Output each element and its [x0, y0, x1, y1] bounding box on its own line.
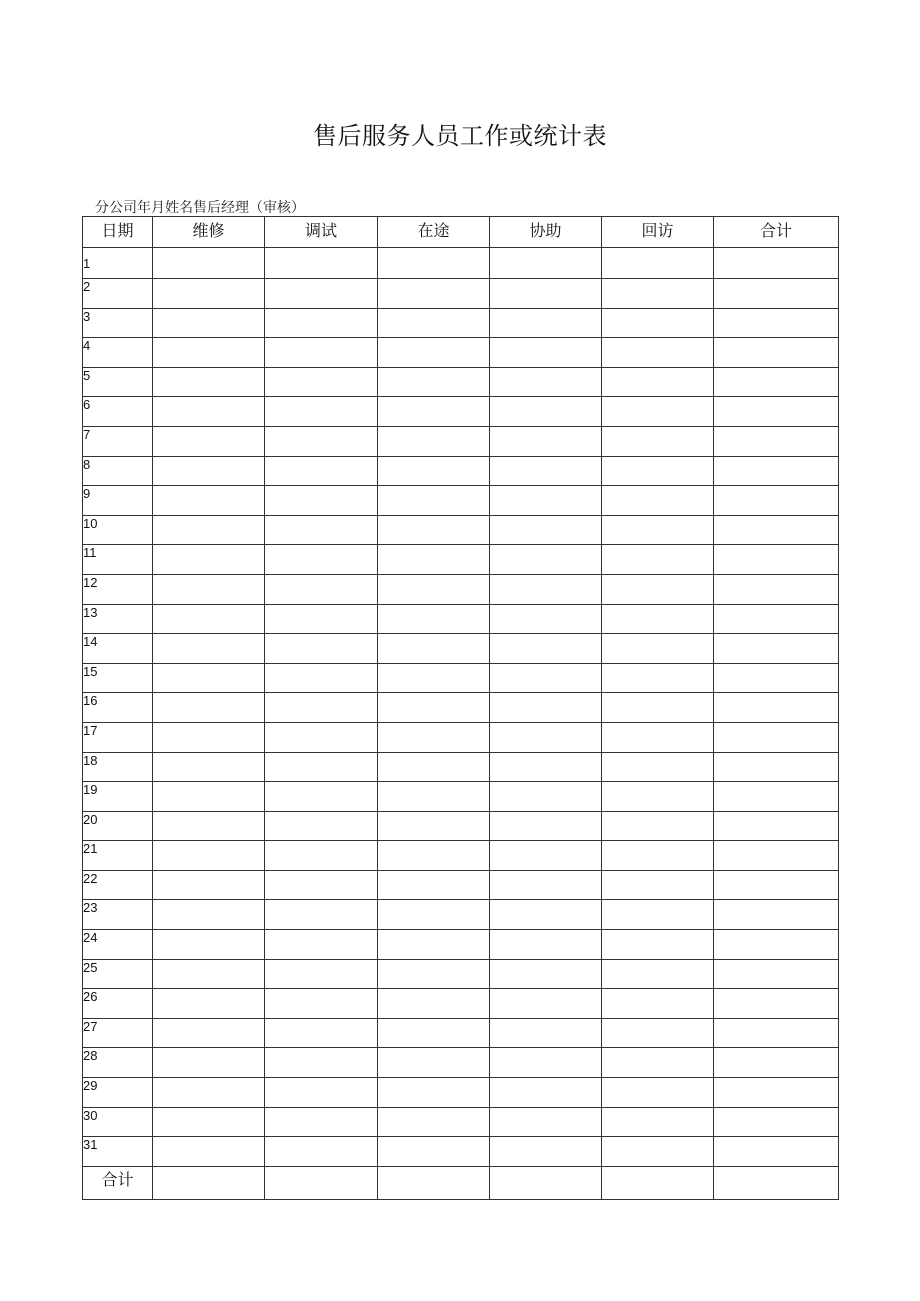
- table-cell[interactable]: [714, 456, 839, 486]
- table-cell[interactable]: [265, 1078, 378, 1108]
- table-cell[interactable]: [714, 930, 839, 960]
- table-cell[interactable]: [490, 959, 602, 989]
- day-number: 13: [83, 604, 153, 634]
- table-cell[interactable]: [714, 782, 839, 812]
- table-cell[interactable]: [153, 782, 265, 812]
- table-cell[interactable]: [714, 545, 839, 575]
- day-number: 16: [83, 693, 153, 723]
- table-cell[interactable]: [490, 1018, 602, 1048]
- table-cell[interactable]: [714, 722, 839, 752]
- table-cell[interactable]: [714, 426, 839, 456]
- total-row-label: 合计: [83, 1166, 153, 1199]
- table-cell[interactable]: [265, 367, 378, 397]
- day-number: 30: [83, 1107, 153, 1137]
- day-number: 17: [83, 722, 153, 752]
- table-cell[interactable]: [490, 989, 602, 1019]
- day-number: 26: [83, 989, 153, 1019]
- table-cell[interactable]: [602, 338, 714, 368]
- table-cell[interactable]: [490, 1107, 602, 1137]
- table-cell[interactable]: [714, 515, 839, 545]
- table-cell[interactable]: [602, 841, 714, 871]
- table-row: [83, 367, 839, 397]
- table-cell[interactable]: [714, 486, 839, 516]
- table-row: [83, 1078, 839, 1108]
- table-cell[interactable]: [265, 248, 378, 279]
- table-cell[interactable]: [714, 279, 839, 309]
- day-number: 23: [83, 900, 153, 930]
- table-cell[interactable]: [714, 634, 839, 664]
- table-cell[interactable]: [153, 900, 265, 930]
- table-cell[interactable]: [714, 248, 839, 279]
- table-cell[interactable]: [265, 782, 378, 812]
- table-cell[interactable]: [490, 752, 602, 782]
- table-cell[interactable]: [490, 1137, 602, 1167]
- table-cell[interactable]: [602, 279, 714, 309]
- table-cell[interactable]: [378, 959, 490, 989]
- table-row: [83, 722, 839, 752]
- table-cell[interactable]: [378, 663, 490, 693]
- day-number: 2: [83, 279, 153, 309]
- table-cell[interactable]: [153, 959, 265, 989]
- table-row: [83, 900, 839, 930]
- table-row: [83, 959, 839, 989]
- table-cell[interactable]: [153, 1078, 265, 1108]
- table-cell[interactable]: [265, 930, 378, 960]
- table-cell[interactable]: [378, 1018, 490, 1048]
- table-cell[interactable]: [153, 989, 265, 1019]
- table-cell[interactable]: [714, 1137, 839, 1167]
- table-cell[interactable]: [714, 367, 839, 397]
- table-cell[interactable]: [153, 811, 265, 841]
- table-cell[interactable]: [378, 634, 490, 664]
- table-cell[interactable]: [378, 870, 490, 900]
- day-number: 31: [83, 1137, 153, 1167]
- table-cell[interactable]: [602, 870, 714, 900]
- day-number: 19: [83, 782, 153, 812]
- table-cell[interactable]: [153, 486, 265, 516]
- table-cell[interactable]: [714, 959, 839, 989]
- table-cell[interactable]: [265, 308, 378, 338]
- table-row: [83, 811, 839, 841]
- table-cell[interactable]: [602, 1078, 714, 1108]
- table-cell[interactable]: [714, 870, 839, 900]
- table-cell[interactable]: [602, 1107, 714, 1137]
- day-number: 10: [83, 515, 153, 545]
- table-cell[interactable]: [265, 1107, 378, 1137]
- table-cell[interactable]: [490, 1078, 602, 1108]
- table-cell[interactable]: [714, 308, 839, 338]
- table-cell[interactable]: [265, 338, 378, 368]
- table-cell[interactable]: [265, 811, 378, 841]
- day-number: 15: [83, 663, 153, 693]
- table-cell[interactable]: [378, 1166, 490, 1199]
- table-cell[interactable]: [490, 279, 602, 309]
- table-cell[interactable]: [378, 989, 490, 1019]
- table-cell[interactable]: [378, 397, 490, 427]
- table-cell[interactable]: [378, 811, 490, 841]
- table-cell[interactable]: [602, 930, 714, 960]
- table-row: [83, 308, 839, 338]
- header-row: [83, 217, 839, 248]
- table-cell[interactable]: [490, 574, 602, 604]
- table-cell[interactable]: [490, 1166, 602, 1199]
- table-cell[interactable]: [378, 248, 490, 279]
- table-cell[interactable]: [714, 752, 839, 782]
- table-cell[interactable]: [602, 515, 714, 545]
- table-cell[interactable]: [378, 782, 490, 812]
- table-cell[interactable]: [602, 811, 714, 841]
- table-cell[interactable]: [378, 308, 490, 338]
- table-cell[interactable]: [714, 811, 839, 841]
- table-cell[interactable]: [714, 604, 839, 634]
- table-cell[interactable]: [602, 1137, 714, 1167]
- table-cell[interactable]: [265, 426, 378, 456]
- day-number: 28: [83, 1048, 153, 1078]
- table-cell[interactable]: [602, 782, 714, 812]
- table-row: [83, 870, 839, 900]
- table-cell[interactable]: [490, 338, 602, 368]
- table-cell[interactable]: [153, 426, 265, 456]
- table-cell[interactable]: [602, 248, 714, 279]
- table-row: [83, 663, 839, 693]
- table-cell[interactable]: [153, 545, 265, 575]
- table-row: [83, 782, 839, 812]
- table-cell[interactable]: [714, 1078, 839, 1108]
- table-cell[interactable]: [602, 1018, 714, 1048]
- header-total: 合计: [714, 217, 839, 248]
- table-cell[interactable]: [490, 930, 602, 960]
- table-cell[interactable]: [378, 1048, 490, 1078]
- table-cell[interactable]: [265, 456, 378, 486]
- day-number: 4: [83, 338, 153, 368]
- table-cell[interactable]: [265, 752, 378, 782]
- table-cell[interactable]: [490, 811, 602, 841]
- table-cell[interactable]: [602, 486, 714, 516]
- table-row: [83, 426, 839, 456]
- table-cell[interactable]: [153, 870, 265, 900]
- work-statistics-table: [82, 216, 839, 1200]
- table-cell[interactable]: [490, 426, 602, 456]
- table-row: [83, 456, 839, 486]
- table-cell[interactable]: [490, 456, 602, 486]
- header-repair: 维修: [153, 217, 265, 248]
- table-cell[interactable]: [378, 930, 490, 960]
- table-row: [83, 486, 839, 516]
- day-number: 3: [83, 308, 153, 338]
- table-cell[interactable]: [153, 338, 265, 368]
- table-row: [83, 1048, 839, 1078]
- header-date: 日期: [83, 217, 153, 248]
- table-cell[interactable]: [378, 338, 490, 368]
- table-cell[interactable]: [153, 515, 265, 545]
- table-row: [83, 1107, 839, 1137]
- table-cell[interactable]: [490, 515, 602, 545]
- day-number: 20: [83, 811, 153, 841]
- table-cell[interactable]: [153, 456, 265, 486]
- table-cell[interactable]: [153, 1166, 265, 1199]
- table-cell[interactable]: [265, 959, 378, 989]
- table-cell[interactable]: [714, 397, 839, 427]
- table-row: [83, 279, 839, 309]
- table-cell[interactable]: [490, 545, 602, 575]
- table-row: [83, 397, 839, 427]
- table-cell[interactable]: [265, 1137, 378, 1167]
- table-cell[interactable]: [378, 841, 490, 871]
- table-cell[interactable]: [378, 722, 490, 752]
- day-number: 9: [83, 486, 153, 516]
- table-cell[interactable]: [490, 486, 602, 516]
- day-number: 18: [83, 752, 153, 782]
- table-cell[interactable]: [153, 722, 265, 752]
- table-cell[interactable]: [265, 1166, 378, 1199]
- table-cell[interactable]: [153, 693, 265, 723]
- table-cell[interactable]: [602, 989, 714, 1019]
- table-cell[interactable]: [378, 574, 490, 604]
- table-cell[interactable]: [153, 1048, 265, 1078]
- table-cell[interactable]: [602, 574, 714, 604]
- table-cell[interactable]: [265, 486, 378, 516]
- table-cell[interactable]: [378, 752, 490, 782]
- day-number: 5: [83, 367, 153, 397]
- table-cell[interactable]: [490, 248, 602, 279]
- table-cell[interactable]: [714, 1018, 839, 1048]
- table-cell[interactable]: [153, 663, 265, 693]
- table-cell[interactable]: [490, 367, 602, 397]
- day-number: 11: [83, 545, 153, 575]
- table-cell[interactable]: [265, 1018, 378, 1048]
- table-row: [83, 545, 839, 575]
- table-cell[interactable]: [602, 722, 714, 752]
- table-cell[interactable]: [265, 663, 378, 693]
- table-cell[interactable]: [265, 515, 378, 545]
- table-cell[interactable]: [378, 1137, 490, 1167]
- day-number: 22: [83, 870, 153, 900]
- table-cell[interactable]: [378, 456, 490, 486]
- table-cell[interactable]: [378, 900, 490, 930]
- table-cell[interactable]: [490, 397, 602, 427]
- table-cell[interactable]: [378, 279, 490, 309]
- table-cell[interactable]: [602, 634, 714, 664]
- day-number: 8: [83, 456, 153, 486]
- day-number: 1: [83, 248, 153, 279]
- table-cell[interactable]: [714, 693, 839, 723]
- table-cell[interactable]: [153, 752, 265, 782]
- table-cell[interactable]: [265, 900, 378, 930]
- table-cell[interactable]: [153, 397, 265, 427]
- day-number: 14: [83, 634, 153, 664]
- table-cell[interactable]: [602, 1166, 714, 1199]
- total-row: [83, 1166, 839, 1199]
- table-cell[interactable]: [378, 1078, 490, 1108]
- day-number: 21: [83, 841, 153, 871]
- table-cell[interactable]: [265, 841, 378, 871]
- table-cell[interactable]: [265, 870, 378, 900]
- table-row: [83, 930, 839, 960]
- table-cell[interactable]: [153, 930, 265, 960]
- table-cell[interactable]: [265, 693, 378, 723]
- table-cell[interactable]: [602, 900, 714, 930]
- table-body: [83, 248, 839, 1200]
- table-cell[interactable]: [602, 367, 714, 397]
- table-cell[interactable]: [714, 663, 839, 693]
- table-cell[interactable]: [153, 279, 265, 309]
- table-cell[interactable]: [490, 900, 602, 930]
- day-number: 27: [83, 1018, 153, 1048]
- table-cell[interactable]: [153, 574, 265, 604]
- table-cell[interactable]: [490, 604, 602, 634]
- table-cell[interactable]: [265, 545, 378, 575]
- day-number: 24: [83, 930, 153, 960]
- table-cell[interactable]: [714, 841, 839, 871]
- table-cell[interactable]: [153, 248, 265, 279]
- table-row: [83, 338, 839, 368]
- table-cell[interactable]: [265, 397, 378, 427]
- table-row: [83, 989, 839, 1019]
- table-row: [83, 693, 839, 723]
- table-cell[interactable]: [602, 1048, 714, 1078]
- table-row: [83, 1137, 839, 1167]
- table-cell[interactable]: [602, 426, 714, 456]
- header-follow-up: 回访: [602, 217, 714, 248]
- table-cell[interactable]: [602, 604, 714, 634]
- table-cell[interactable]: [490, 870, 602, 900]
- header-debugging: 调试: [265, 217, 378, 248]
- day-number: 7: [83, 426, 153, 456]
- table-cell[interactable]: [602, 545, 714, 575]
- table-cell[interactable]: [153, 367, 265, 397]
- table-cell[interactable]: [490, 1048, 602, 1078]
- table-cell[interactable]: [714, 989, 839, 1019]
- table-cell[interactable]: [378, 1107, 490, 1137]
- table-row: [83, 841, 839, 871]
- table-cell[interactable]: [714, 900, 839, 930]
- table-cell[interactable]: [490, 782, 602, 812]
- page-title: 售后服务人员工作或统计表: [313, 122, 607, 150]
- table-cell[interactable]: [153, 308, 265, 338]
- table-row: [83, 574, 839, 604]
- table-cell[interactable]: [378, 693, 490, 723]
- table-cell[interactable]: [714, 1166, 839, 1199]
- table-cell[interactable]: [714, 338, 839, 368]
- table-cell[interactable]: [378, 426, 490, 456]
- table-cell[interactable]: [378, 545, 490, 575]
- table-cell[interactable]: [714, 574, 839, 604]
- table-row: [83, 248, 839, 279]
- table-cell[interactable]: [265, 634, 378, 664]
- form-subheading: 分公司年月姓名售后经理（审核）: [95, 200, 305, 216]
- table-cell[interactable]: [714, 1048, 839, 1078]
- day-number: 12: [83, 574, 153, 604]
- table-cell[interactable]: [602, 663, 714, 693]
- day-number: 25: [83, 959, 153, 989]
- table-cell[interactable]: [265, 722, 378, 752]
- table-cell[interactable]: [378, 486, 490, 516]
- table-cell[interactable]: [490, 663, 602, 693]
- table-cell[interactable]: [153, 841, 265, 871]
- table-cell[interactable]: [265, 574, 378, 604]
- table-cell[interactable]: [490, 722, 602, 752]
- table-cell[interactable]: [602, 693, 714, 723]
- table-cell[interactable]: [490, 634, 602, 664]
- table-cell[interactable]: [602, 456, 714, 486]
- header-assistance: 协助: [490, 217, 602, 248]
- table-row: [83, 634, 839, 664]
- table-cell[interactable]: [378, 515, 490, 545]
- day-number: 6: [83, 397, 153, 427]
- table-cell[interactable]: [490, 841, 602, 871]
- table-row: [83, 752, 839, 782]
- day-number: 29: [83, 1078, 153, 1108]
- table-cell[interactable]: [265, 279, 378, 309]
- table-cell[interactable]: [265, 1048, 378, 1078]
- table-cell[interactable]: [378, 367, 490, 397]
- table-cell[interactable]: [153, 634, 265, 664]
- table-cell[interactable]: [490, 693, 602, 723]
- table-cell[interactable]: [153, 1137, 265, 1167]
- table-cell[interactable]: [602, 959, 714, 989]
- table-row: [83, 515, 839, 545]
- table-cell[interactable]: [602, 397, 714, 427]
- table-cell[interactable]: [153, 1018, 265, 1048]
- table-row: [83, 604, 839, 634]
- table-cell[interactable]: [490, 308, 602, 338]
- table-row: [83, 1018, 839, 1048]
- table-cell[interactable]: [714, 1107, 839, 1137]
- table-cell[interactable]: [265, 989, 378, 1019]
- table-cell[interactable]: [602, 752, 714, 782]
- table-cell[interactable]: [378, 604, 490, 634]
- table-cell[interactable]: [153, 604, 265, 634]
- table-cell[interactable]: [153, 1107, 265, 1137]
- header-in-transit: 在途: [378, 217, 490, 248]
- table-cell[interactable]: [265, 604, 378, 634]
- table-cell[interactable]: [602, 308, 714, 338]
